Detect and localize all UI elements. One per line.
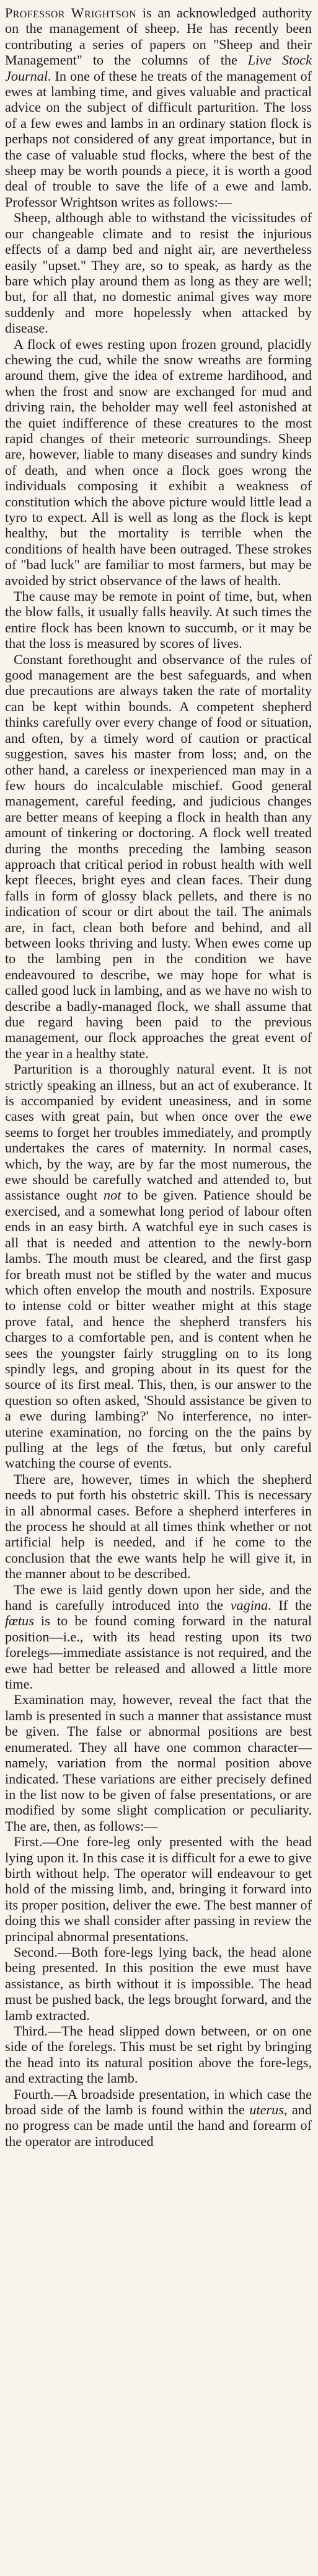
intro-text-a: is an acknowledged authority on the management of sheep. He has recently been contributing a series of papers on "Sheep and their Management" to the columns of the — [5, 5, 312, 68]
paragraph-third-position: Third.—The head slipped down between, or on one side of the forelegs. This must be set right by bringing the head into its natural position above the fore-legs, and extracting the lamb. — [5, 2023, 312, 2086]
paragraph-hardiness: Sheep, although able to withstand the vicissitudes of our changeable climate and to resist the injurious effects of a damp bed and night air, are nevertheless easily "upset." They are, so to speak, as hardy as the bare which play around them as long as they are well; but, for all that, no domestic animal gives way more suddenly and more hopelessly when attacked by disease. — [5, 210, 312, 336]
paragraph-examination-method — [5, 1582, 312, 1692]
parturition-text-b: to be given. Patience should be exercised, and a somewhat long period of labour often ends in an easy birth. A watchful eye in such cases is all that is needed and attention to the newly-born lambs. The mouth must be cleared, and the first gasp for breath must not be stifled by the water and mucus which often envelop the mouth and nostrils. Exposure to intense cold or bitter weather might at this stage prove fatal, and hence the shepherd transfers his charges to a comfortable pen, and is content when he sees the youngster fairly struggling on to its long spindly legs, and groping about in its quest for the source of its first meal. This, then, is our answer to the question so often asked, 'Should assistance be given to a ewe during lambing?' No interference, no inter-uterine examination, no forcing on the the pains by pulling at the legs of the fœtus, but only careful watching the course of events. — [5, 1187, 312, 1471]
method-text-b: . If the — [268, 1597, 312, 1613]
paragraph-fourth-position — [5, 2086, 312, 2150]
parturition-text-a: Parturition is a thoroughly natural event. It is not strictly speaking an illness, but an act of exuberance. It is accompanied by evident uneasiness, and in some cases with great pain, but when once over the ewe seems to forget her troubles immediately, and promptly undertakes the cares of maternity. In normal cases, which, by the way, are by far the most numerous, the ewe should be carefully watched and attended to, but assistance ought — [5, 1061, 312, 1203]
fourth-position-text: Fourth.—A broadside presentation, in which case the broad side of the lamb is found within the uterus, and no progress can be made until the hand and forearm of the operator are introduced — [5, 2086, 312, 2149]
article-body — [5, 5, 312, 2149]
term-vagina: vagina — [230, 1597, 268, 1613]
method-text-c: is to be found coming forward in the natural position—i.e., with its head resting upon its two forelegs—immediate assistance is not required, and the ewe had better be released and allowed a little more time. — [5, 1613, 312, 1692]
paragraph-first-position: First.—One fore-leg only presented with the head lying upon it. In this case it is difficult for a ewe to give birth without help. The operator will endeavour to get hold of the missing limb, and, bringing it forward into its proper position, deliver the ewe. The best manner of doing this we shall consider after passing in review the principal abnormal presentations. — [5, 1834, 312, 1944]
paragraph-cause: The cause may be remote in point of time, but, when the blow falls, it usually falls heavily. At such times the entire flock has been known to succumb, or it may be that the loss is measured by scores of lives. — [5, 588, 312, 652]
journal-title: Live Stock Journal — [5, 52, 312, 84]
method-text-a: The ewe is laid gently down upon her side, and the hand is carefully introduced into the — [5, 1581, 312, 1613]
paragraph-obstetric-skill: There are, however, times in which the shepherd needs to put forth his obstetric skill. This is necessary in all abnormal cases. Before a shepherd interferes in the process he should at all times think whether or not artificial help is needed, and if he come to the conclusion that the ewe wants help he will give it, in the manner about to be described. — [5, 1471, 312, 1582]
intro-text-b: . In one of these he treats of the management of ewes at lambing time, and gives valuable and practical advice on the subject of difficult parturition. The loss of a few ewes and lambs in an ordinary station flock is perhaps not considered of any great importance, but in the case of valuable stud flocks, where the best of the sheep may be worth pounds a piece, it is worth a good deal of trouble to save the life of a ewe and lamb. Professor Wrightson writes as follows:— — [5, 68, 312, 210]
paragraph-management: Constant forethought and observance of the rules of good management are the best safeguards, and when due precautions are always taken the rate of mortality can be kept within bounds. A competent shepherd thinks carefully over every change of food or situation, and often, by a timely word of caution or practical suggestion, saves his master from loss; and, on the other hand, a careless or inexperienced man may in a few hours do incalculable mischief. Good general management, careful feeding, and judicious changes are better means of keeping a flock in health than any amount of tinkering or doctoring. A flock well treated during the months preceding the lambing season approach that critical period in robust health with well kept fleeces, bright eyes and clean faces. Their dung falls in form of glossy black pellets, and there is no indication of scour or dirt about the tail. The animals are, in fact, clean both before and behind, and all between looks thriving and lusty. When ewes come up to the lambing pen in the condition we have endeavoured to describe, we may hope for what is called good luck in lambing, and as we have no wish to describe a badly-managed flock, we shall assume that due regard having been paid to the previous management, our flock approaches the great event of the year in a healthy state. — [5, 651, 312, 1061]
paragraph-false-positions: Examination may, however, reveal the fact that the lamb is presented in such a manner that assistance must be given. The false or abnormal positions are best enumerated. They all have one common character—namely, variation from the normal position above indicated. These variations are either precisely defined in the list now to be given of false presentations, or are modified by some slight complication or peculiarity. The are, then, as follows:— — [5, 1692, 312, 1834]
paragraph-flock-health: A flock of ewes resting upon frozen ground, placidly chewing the cud, while the snow wreaths are forming around them, give the idea of extreme hardihood, and when the frost and snow are exchanged for mud and driving rain, the beholder may well feel astonished at the quiet indifference of these creatures to the most rapid changes of their meteoric surroundings. Sheep are, however, liable to many diseases and sundry kinds of death, and when once a flock goes wrong the individuals composing it exhibit a weakness of constitution which the above picture would little lead a tyro to expect. All is well as long as the flock is kept healthy, but the mortality is terrible when the conditions of health have been outraged. These strokes of "bad luck" are familiar to most farmers, but may be avoided by strict observance of the laws of health. — [5, 336, 312, 588]
emphasis-not: not — [104, 1187, 121, 1203]
term-fetus: fœtus — [5, 1613, 34, 1629]
paragraph-second-position: Second.—Both fore-legs lying back, the head alone being presented. In this position the ewe must have assistance, as birth without it is impossible. The head must be pushed back, the legs brought forward, and the lamb extracted. — [5, 1944, 312, 2023]
term-uterus-inline: uterus — [249, 2102, 284, 2118]
author-name: Professor Wrightson — [5, 5, 137, 20]
paragraph-parturition — [5, 1061, 312, 1471]
paragraph-intro — [5, 5, 312, 210]
